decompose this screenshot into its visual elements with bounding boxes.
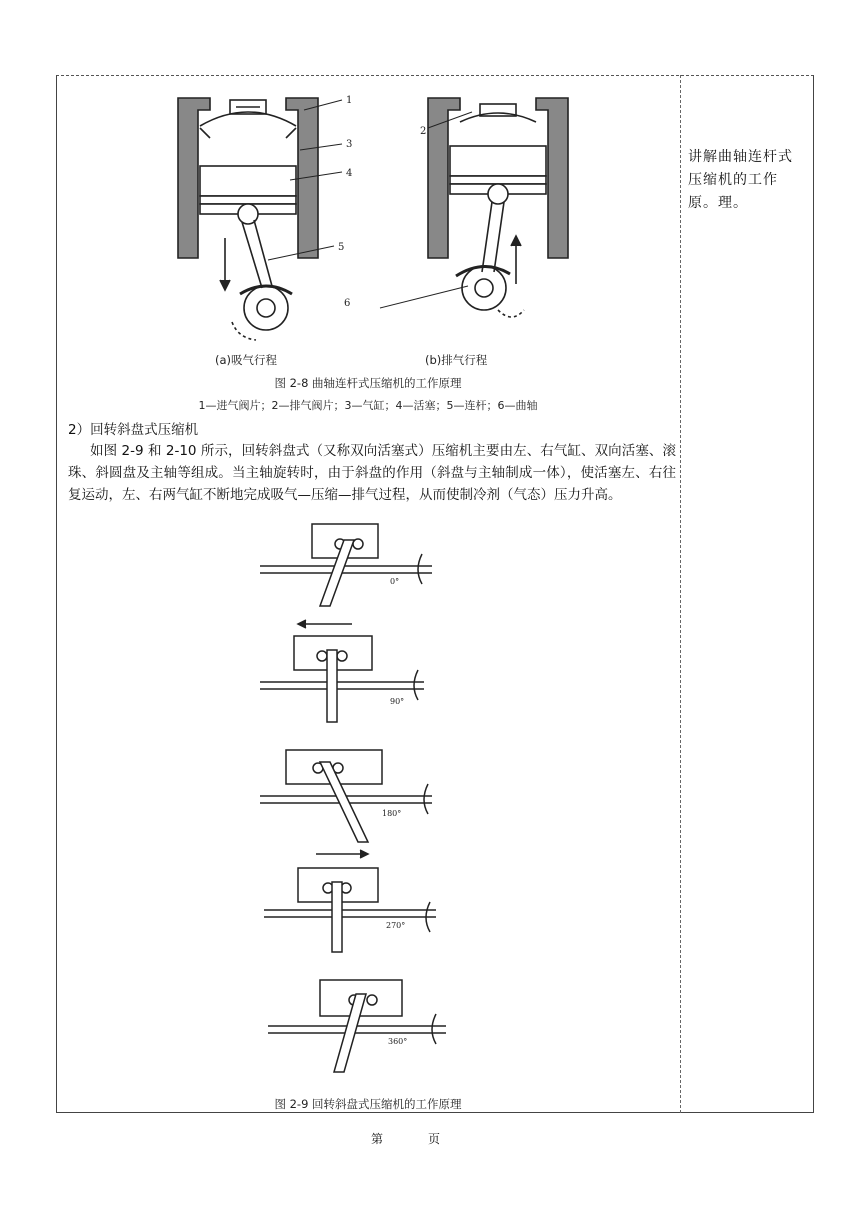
swashplate-0-deg (260, 524, 432, 606)
figure-2-9-diagram (250, 520, 460, 1090)
exhaust-stroke-drawing (428, 98, 568, 317)
angle-label-0: 0° (390, 577, 400, 586)
leader-label-1: 1 (346, 95, 353, 106)
figure-2-8-caption: 图 2-8 曲轴连杆式压缩机的工作原理 (274, 376, 462, 390)
section-heading: 2）回转斜盘式压缩机 (68, 422, 199, 438)
leader-label-2: 2 (420, 126, 427, 137)
swashplate-180-deg (260, 750, 432, 842)
teaching-note: 讲解曲轴连杆式压缩机的工作原。理。 (688, 149, 793, 211)
angle-label-270: 270° (386, 921, 406, 930)
figure-2-9-caption: 图 2-9 回转斜盘式压缩机的工作原理 (274, 1097, 462, 1111)
section-paragraph: 如图 2-9 和 2-10 所示，回转斜盘式（又称双向活塞式）压缩机主要由左、右气缸、双向活塞、滚珠、斜圆盘及主轴等组成。当主轴旋转时，由于斜盘的作用（斜盘与主轴制成一体），使活塞左、右往复运动，左、右两气缸不断地完成吸气—压缩—排气过程，从而使制冷剂（气态）压力升高。 (68, 443, 676, 503)
footer-page-suffix: 页 (428, 1132, 441, 1146)
leader-label-6: 6 (344, 298, 351, 309)
figure-2-8-diagram (170, 88, 570, 348)
figure-2-8-legend: 1—进气阀片；2—排气阀片；3—气缸；4—活塞；5—连杆；6—曲轴 (198, 399, 538, 412)
swashplate-270-deg (264, 850, 436, 952)
column-divider (680, 75, 681, 1113)
angle-label-360: 360° (388, 1037, 408, 1046)
angle-label-180: 180° (382, 809, 402, 818)
subcaption-b: (b)排气行程 (425, 353, 488, 367)
angle-label-90: 90° (390, 697, 405, 706)
footer-page-prefix: 第 (371, 1132, 384, 1146)
subcaption-a: (a)吸气行程 (215, 353, 278, 367)
leader-label-4: 4 (346, 168, 353, 179)
swashplate-360-deg (268, 980, 446, 1072)
leader-label-5: 5 (338, 242, 345, 253)
swashplate-90-deg (260, 620, 424, 722)
leader-label-3: 3 (346, 139, 353, 150)
intake-stroke-drawing (178, 98, 318, 340)
